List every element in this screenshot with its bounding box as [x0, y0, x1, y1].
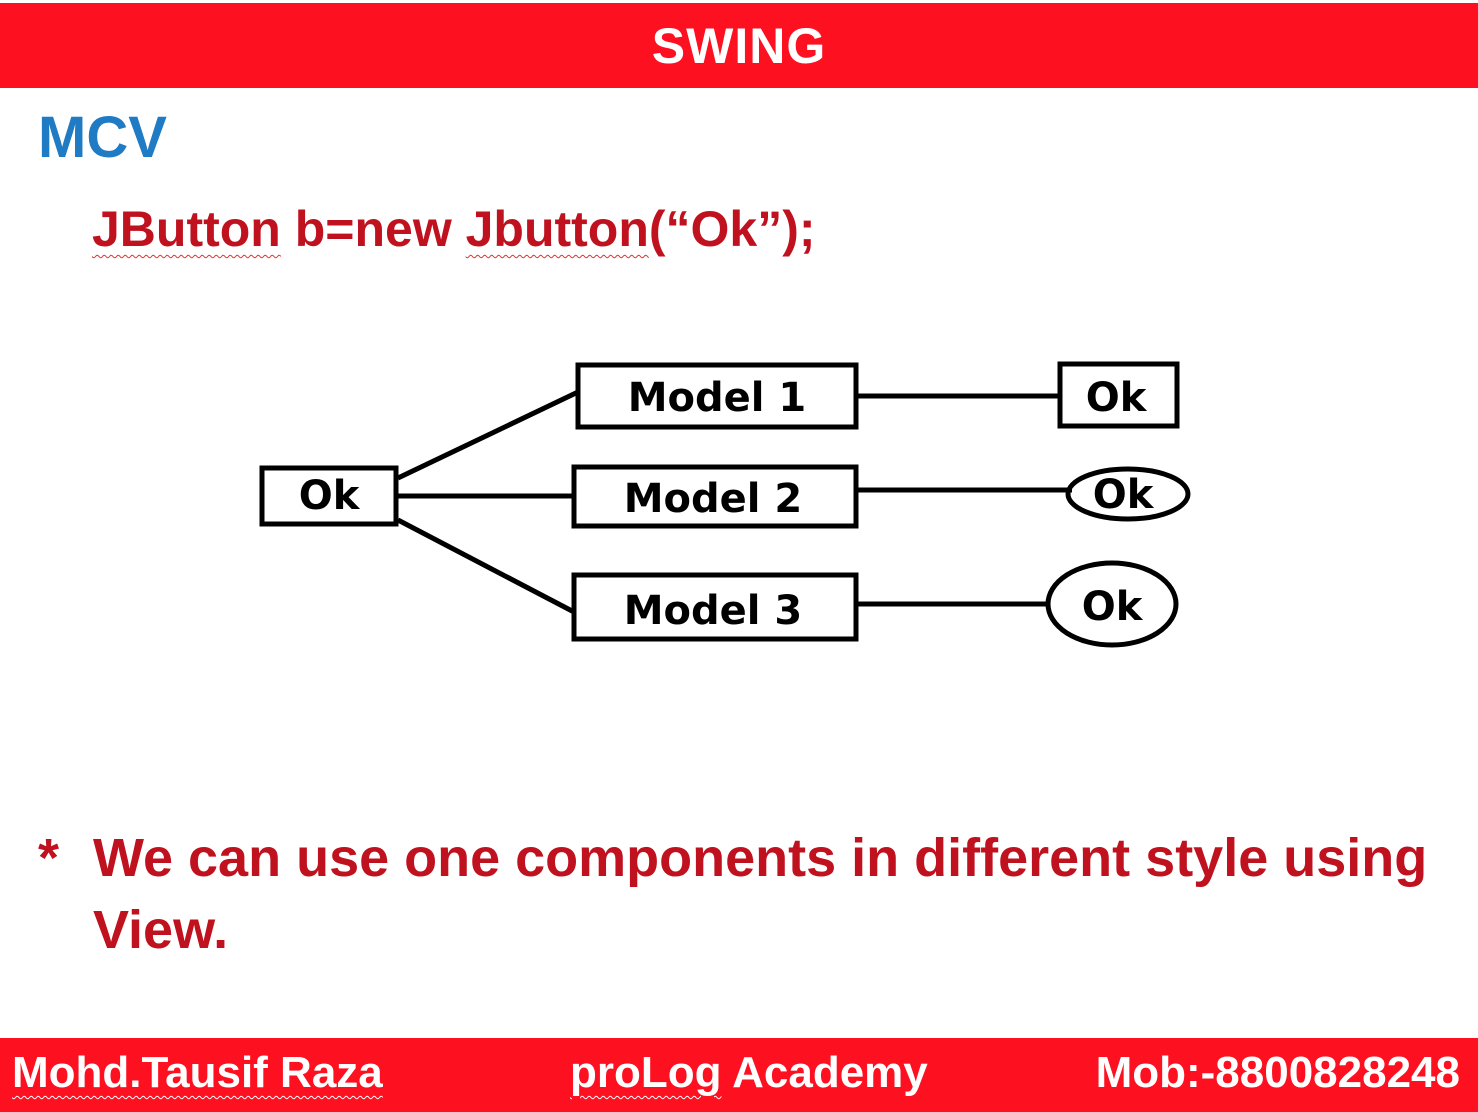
model-label-3: Model 3 [623, 588, 803, 634]
code-args: (“Ok”); [648, 201, 816, 257]
model-label-2: Model 2 [623, 476, 803, 522]
footer-academy [570, 1048, 928, 1098]
slide-title: SWING [651, 17, 827, 74]
section-heading: MCV [38, 105, 167, 170]
view-label-3: Ok [1081, 584, 1143, 630]
footer-bar [0, 1038, 1478, 1112]
footer-academy-suffix: Academy [721, 1048, 928, 1097]
view-label-2: Ok [1092, 472, 1154, 518]
code-class-name: JButton [92, 201, 281, 257]
connector-source-model-1 [398, 392, 578, 478]
footer-mobile: Mob:-8800828248 [1095, 1048, 1460, 1097]
source-label: Ok [298, 473, 360, 519]
note-bullet: * [38, 828, 60, 888]
code-constructor: Jbutton [465, 201, 649, 257]
note [38, 822, 1458, 966]
note-text: We can use one components in different style using View. [93, 828, 1428, 960]
connector-source-model-3 [398, 520, 574, 612]
view-label-1: Ok [1085, 375, 1147, 421]
footer-academy-brand: proLog [570, 1048, 722, 1097]
code-assignment: b=new [280, 201, 466, 257]
footer-author: Mohd.Tausif Raza [12, 1048, 383, 1097]
model-label-1: Model 1 [627, 375, 807, 421]
